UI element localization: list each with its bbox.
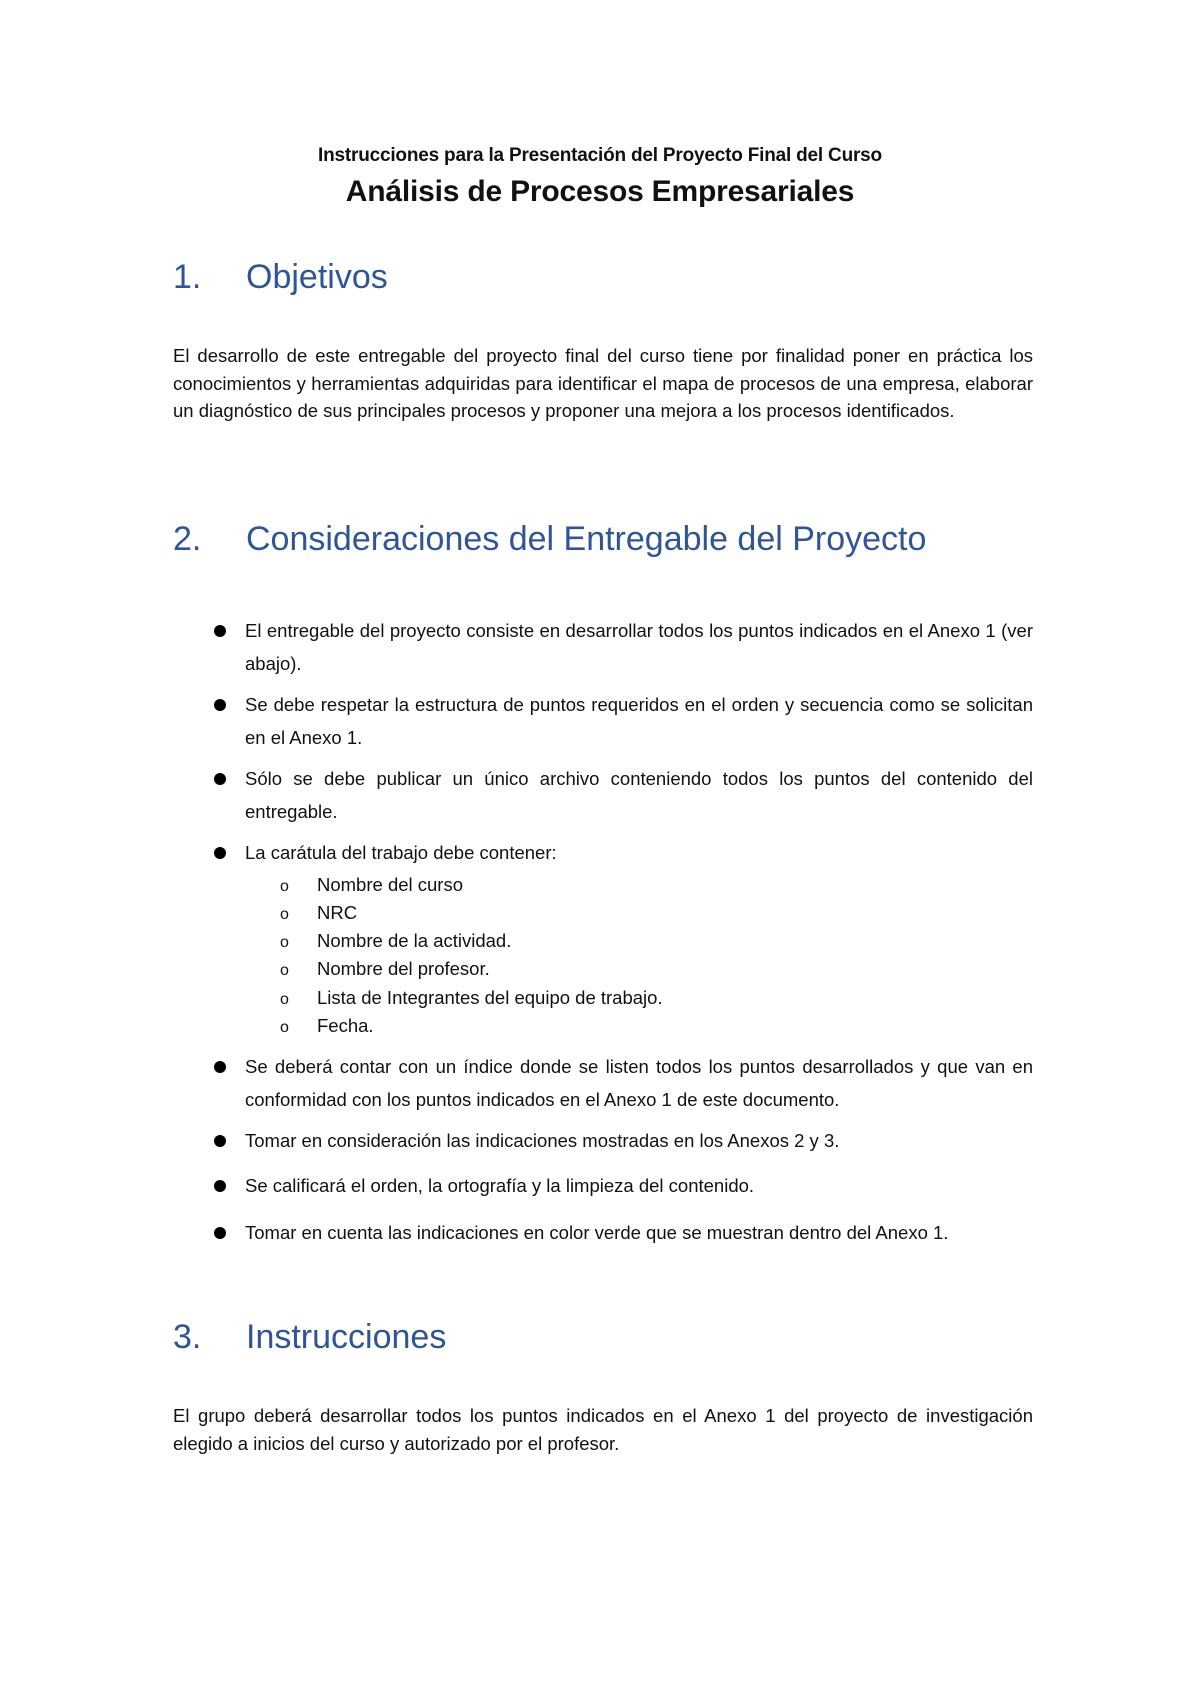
section-title: Instrucciones	[246, 1318, 447, 1356]
sub-bullet-icon: o	[280, 991, 289, 1008]
sub-list-item-text: Nombre de la actividad.	[317, 930, 512, 951]
sub-list-item-text: Nombre del profesor.	[317, 958, 490, 979]
list-item	[215, 688, 1033, 754]
list-item-text: Se deberá contar con un índice donde se listen todos los puntos desarrollados y que van en conformidad con los puntos indicados en el Anexo 1 de este documento.	[245, 1056, 1033, 1110]
section-title: Objetivos	[246, 258, 388, 296]
sub-list-item	[280, 871, 463, 900]
bullet-icon	[214, 1180, 226, 1192]
sub-list-item	[280, 984, 663, 1013]
list-item-text: Sólo se debe publicar un único archivo conteniendo todos los puntos del contenido del entregable.	[245, 768, 1033, 822]
objetivos-paragraph: El desarrollo de este entregable del proyecto final del curso tiene por finalidad poner en práctica los conocimientos y herramientas adquiridas para identificar el mapa de procesos de una empresa, elaborar un diagnóstico de sus principales procesos y proponer una mejora a los procesos identificados.	[173, 345, 1033, 421]
sub-list-item	[280, 955, 490, 984]
sub-bullet-icon: o	[280, 934, 289, 951]
section-heading-consideraciones	[173, 520, 926, 559]
sub-list-item-text: NRC	[317, 902, 358, 923]
list-item-text: El entregable del proyecto consiste en desarrollar todos los puntos indicados en el Anexo 1 (ver abajo).	[245, 620, 1033, 674]
section-number: 2.	[173, 520, 202, 558]
list-item-text: Se calificará el orden, la ortografía y la limpieza del contenido.	[245, 1175, 755, 1196]
list-item-text: Se debe respetar la estructura de puntos requeridos en el orden y secuencia como se solicitan en el Anexo 1.	[245, 694, 1033, 748]
bullet-icon	[214, 773, 226, 785]
list-item	[215, 614, 1033, 680]
sub-list-item-text: Nombre del curso	[317, 874, 464, 895]
list-item	[215, 1124, 1033, 1157]
bullet-icon	[214, 847, 226, 859]
sub-list-item-text: Lista de Integrantes del equipo de trabajo.	[317, 987, 663, 1008]
sub-bullet-icon: o	[280, 1019, 289, 1036]
list-item	[215, 1169, 1033, 1202]
sub-bullet-icon: o	[280, 906, 289, 923]
bullet-icon	[214, 699, 226, 711]
list-item-text: La carátula del trabajo debe contener:	[245, 842, 557, 863]
list-item-text: Tomar en cuenta las indicaciones en color verde que se muestran dentro del Anexo 1.	[245, 1222, 949, 1243]
document-subtitle: Instrucciones para la Presentación del Proyecto Final del Curso	[318, 145, 882, 166]
list-item	[215, 836, 1033, 869]
sub-list-item	[280, 927, 511, 956]
document-title: Análisis de Procesos Empresariales	[345, 175, 855, 208]
bullet-icon	[214, 1135, 226, 1147]
section-number: 1.	[173, 258, 202, 296]
list-item	[215, 762, 1033, 828]
list-item	[215, 1050, 1033, 1116]
bullet-icon	[214, 1227, 226, 1239]
sub-bullet-icon: o	[280, 962, 289, 979]
sub-list-item	[280, 1012, 374, 1041]
section-number: 3.	[173, 1318, 202, 1356]
sub-list-item	[280, 899, 357, 928]
sub-list-item-text: Fecha.	[317, 1015, 374, 1036]
sub-bullet-icon: o	[280, 878, 289, 895]
section-heading-objetivos	[173, 258, 388, 297]
bullet-icon	[214, 625, 226, 637]
list-item	[215, 1216, 1033, 1249]
section-title: Consideraciones del Entregable del Proyecto	[246, 520, 927, 558]
section-heading-instrucciones	[173, 1318, 446, 1357]
bullet-icon	[214, 1061, 226, 1073]
instrucciones-paragraph: El grupo deberá desarrollar todos los puntos indicados en el Anexo 1 del proyecto de investigación elegido a inicios del curso y autorizado por el profesor.	[173, 1405, 1033, 1454]
list-item-text: Tomar en consideración las indicaciones mostradas en los Anexos 2 y 3.	[245, 1130, 840, 1151]
